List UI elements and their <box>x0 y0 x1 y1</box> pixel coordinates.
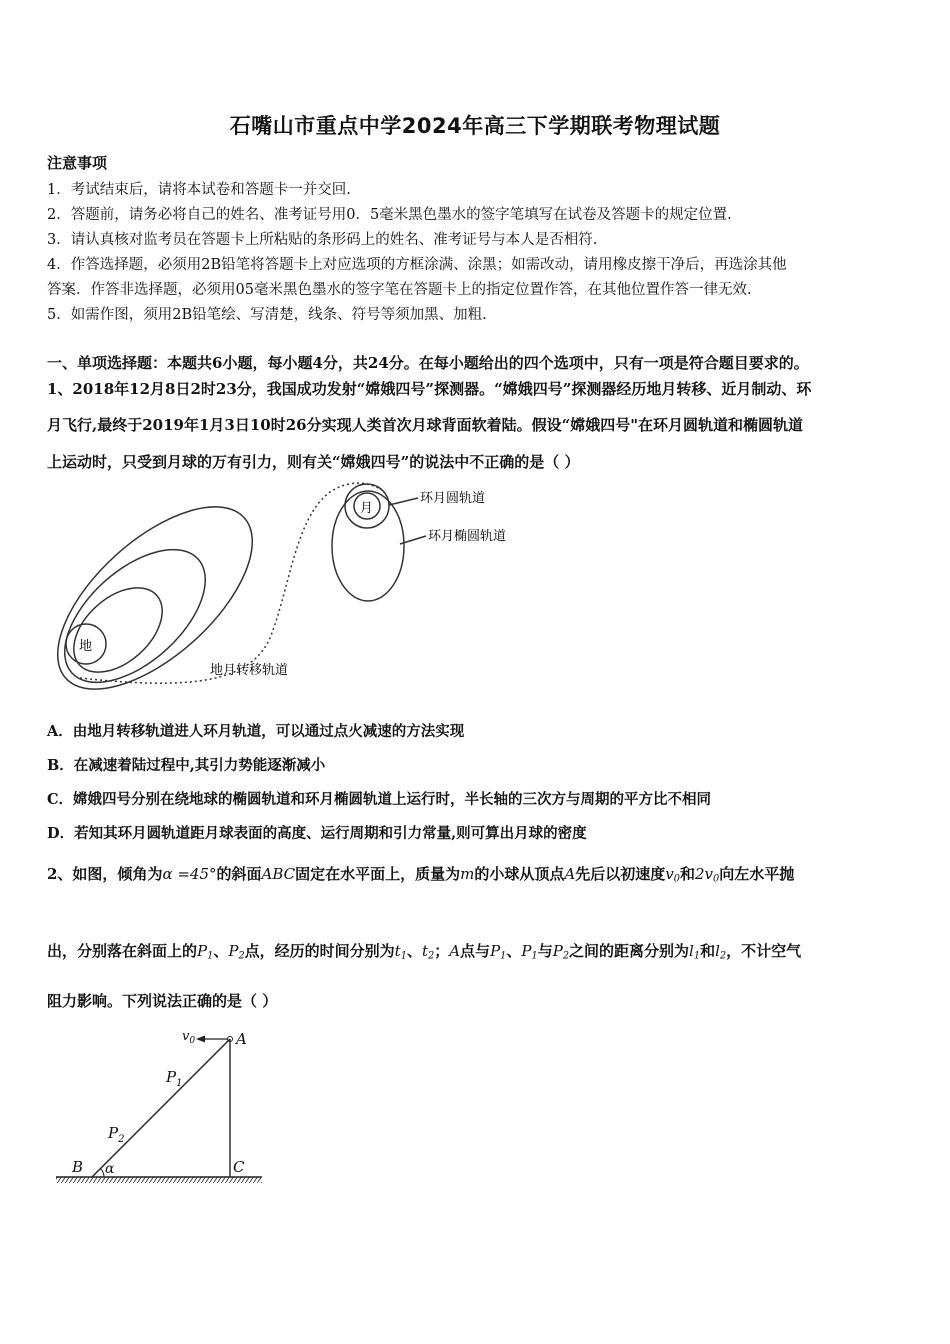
notice-item: 4．作答选择题，必须用2B铅笔将答题卡上对应选项的方框涂满、涂黑；如需改动，请用橡皮擦干净后，再选涂其他 <box>47 257 787 273</box>
incline-hypotenuse <box>92 1039 230 1177</box>
angle-arc <box>101 1169 105 1178</box>
svg-text:v0 <box>182 1029 195 1046</box>
question-2-text: 阻力影响。下列说法正确的是（ ） <box>47 992 278 1010</box>
p1-label: P <box>166 1068 177 1086</box>
velocity-arrowhead <box>196 1036 205 1043</box>
earth-label: 地 <box>79 639 93 654</box>
question-1-text: 上运动时，只受到月球的万有引力，则有关“嫦娥四号”的说法中不正确的是（ ） <box>47 453 580 471</box>
orbit-diagram <box>40 478 560 700</box>
svg-text:P1 <box>165 1068 182 1089</box>
option-b: B．在减速着陆过程中,其引力势能逐渐减小 <box>47 757 326 774</box>
notice-heading: 注意事项 <box>47 154 108 172</box>
leader-circular <box>389 498 418 505</box>
section-heading: 一、单项选择题：本题共6小题，每小题4分，共24分。在每小题给出的四个选项中，只有一项是符合题目要求的。 <box>47 354 809 372</box>
option-c: C．嫦娥四号分别在绕地球的椭圆轨道和环月椭圆轨道上运行时，半长轴的三次方与周期的平方比不相同 <box>47 791 712 808</box>
p1-sub: 1 <box>176 1078 183 1089</box>
notice-item: 3．请认真核对监考员在答题卡上所粘贴的条形码上的姓名、准考证号与本人是否相符. <box>47 232 598 248</box>
question-1-text: 月飞行,最终于2019年1月3日10时26分实现人类首次月球背面软着陆。假设“嫦娥四号"在环月圆轨道和椭圆轨道 <box>47 416 804 434</box>
question-2-text: 2、如图，倾角为α =45°的斜面ABC固定在水平面上，质量为m的小球从顶点A先后以初速度$v_0$和$2v_0$向左水平抛 <box>47 865 795 885</box>
notice-item: 5．如需作图，须用2B铅笔绘、写清楚，线条、符号等须加黑、加粗. <box>47 307 487 323</box>
ground-hatch <box>56 1177 262 1183</box>
option-d: D．若知其环月圆轨道距月球表面的高度、运行周期和引力常量,则可算出月球的密度 <box>47 825 587 842</box>
notice-item: 2．答题前，请务必将自己的姓名、准考证号用0．5毫米黑色墨水的签字笔填写在试卷及答题卡的规定位置. <box>47 207 732 223</box>
point-a-label: A <box>236 1030 247 1048</box>
point-c-label: C <box>233 1158 245 1176</box>
option-a: A．由地月转移轨道进人环月轨道，可以通过点火减速的方法实现 <box>47 723 465 740</box>
p2-label: P <box>108 1124 119 1142</box>
question-1-text: 1、2018年12月8日2时23分，我国成功发射“嫦娥四号”探测器。“嫦娥四号”探测器经历地月转移、近月制动、环 <box>47 380 812 398</box>
transfer-orbit-path <box>80 483 382 683</box>
earth-orbit-inner <box>58 571 178 688</box>
incline-diagram <box>50 1020 280 1195</box>
transfer-orbit-label: 地月转移轨道 <box>210 663 289 678</box>
moon-label: 月 <box>360 501 374 516</box>
v0-label: v <box>182 1029 190 1044</box>
notice-item: 答案．作答非选择题，必须用05毫米黑色墨水的签字笔在答题卡上的指定位置作答，在其他位置作答一律无效. <box>47 282 752 298</box>
question-2-text: 出，分别落在斜面上的$P_1$、$P_2$点，经历的时间分别为$t_1$、$t_2$；A点与$P_1$、$P_1$与$P_2$之间的距离分别为$l_1$和$l_2$，不计空气 <box>47 942 802 962</box>
circular-orbit-label: 环月圆轨道 <box>420 491 486 506</box>
svg-text:P2 <box>107 1124 124 1145</box>
p2-sub: 2 <box>118 1134 125 1145</box>
notice-item: 1．考试结束后，请将本试卷和答题卡一并交回. <box>47 182 351 198</box>
page-title: 石嘴山市重点中学2024年高三下学期联考物理试题 <box>229 114 721 138</box>
point-b-label: B <box>72 1158 84 1176</box>
v0-sub: 0 <box>189 1036 196 1046</box>
alpha-label: α <box>105 1161 115 1177</box>
elliptical-orbit-label: 环月椭圆轨道 <box>428 529 507 544</box>
